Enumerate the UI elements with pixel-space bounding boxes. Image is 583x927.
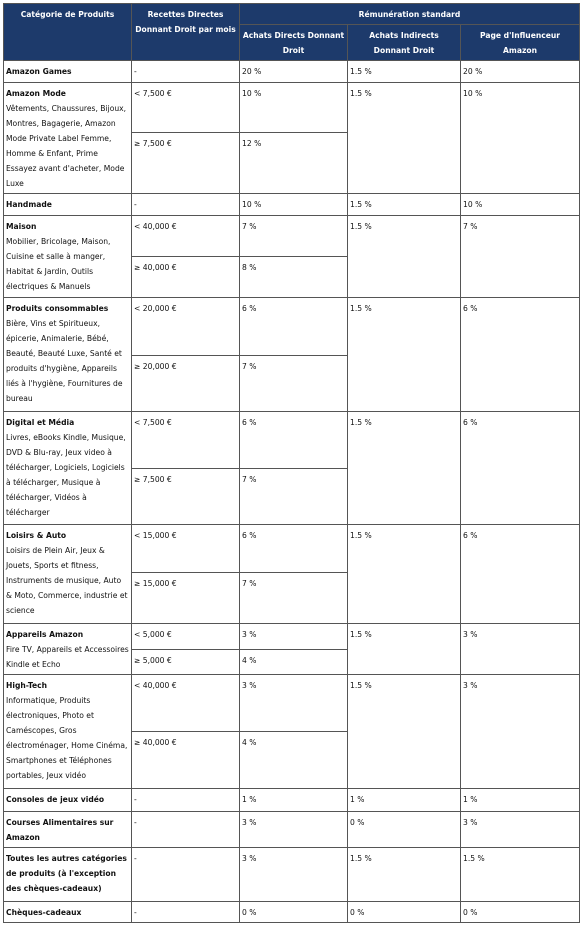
indirect-rate: 0 % xyxy=(348,902,461,923)
revenue-threshold: < 40,000 € xyxy=(132,216,240,257)
direct-rate: 20 % xyxy=(240,61,348,83)
revenue-threshold: ≥ 5,000 € xyxy=(132,649,240,675)
revenue-threshold: < 5,000 € xyxy=(132,624,240,650)
category-description: Bière, Vins et Spiritueux, épicerie, Animalerie, Bébé, Beauté, Beauté Luxe, Santé et produits d'hygiène, Appareils liés à l'hygiène, Fournitures de bureau xyxy=(6,319,123,403)
table-row xyxy=(4,412,580,469)
indirect-rate: 1.5 % xyxy=(348,298,461,412)
revenue-threshold: < 15,000 € xyxy=(132,525,240,573)
category-name: Courses Alimentaires sur Amazon xyxy=(6,818,114,842)
direct-rate: 7 % xyxy=(240,216,348,257)
indirect-rate: 1.5 % xyxy=(348,194,461,216)
revenue-threshold: < 7,500 € xyxy=(132,412,240,469)
influencer-rate: 10 % xyxy=(461,194,580,216)
indirect-rate: 1.5 % xyxy=(348,848,461,902)
influencer-rate: 20 % xyxy=(461,61,580,83)
revenue-threshold: ≥ 15,000 € xyxy=(132,573,240,624)
category-cell xyxy=(4,624,132,675)
category-cell xyxy=(4,848,132,902)
revenue-threshold: - xyxy=(132,902,240,923)
direct-rate: 3 % xyxy=(240,848,348,902)
category-name: Amazon Games xyxy=(6,67,72,76)
direct-rate: 7 % xyxy=(240,469,348,525)
revenue-threshold: ≥ 40,000 € xyxy=(132,257,240,298)
category-description: Vêtements, Chaussures, Bijoux, Montres, Bagagerie, Amazon Mode Private Label Femme, Homme & Enfant, Prime Essayez avant d'acheter, Mode Luxe xyxy=(6,104,127,188)
direct-rate: 10 % xyxy=(240,194,348,216)
category-name: Amazon Mode xyxy=(6,89,66,98)
table-row xyxy=(4,789,580,812)
category-description: Mobilier, Bricolage, Maison, Cuisine et salle à manger, Habitat & Jardin, Outils électriques & Manuels xyxy=(6,237,111,291)
table-row xyxy=(4,194,580,216)
table-row xyxy=(4,624,580,650)
table-row xyxy=(4,61,580,83)
table-row xyxy=(4,812,580,848)
category-description: Fire TV, Appareils et Accessoires Kindle et Echo xyxy=(6,645,129,669)
category-cell xyxy=(4,216,132,298)
category-cell xyxy=(4,675,132,789)
revenue-threshold: - xyxy=(132,812,240,848)
influencer-rate: 6 % xyxy=(461,412,580,525)
table-row xyxy=(4,298,580,356)
category-cell xyxy=(4,194,132,216)
category-description: Livres, eBooks Kindle, Musique, DVD & Blu-ray, Jeux video à télécharger, Logiciels, Logiciels à télécharger, Musique à télécharger, Vidéos à télécharger xyxy=(6,433,126,517)
direct-rate: 6 % xyxy=(240,525,348,573)
direct-rate: 0 % xyxy=(240,902,348,923)
category-cell xyxy=(4,83,132,194)
revenue-threshold: < 20,000 € xyxy=(132,298,240,356)
category-cell xyxy=(4,902,132,923)
commission-table xyxy=(3,3,580,923)
table-row xyxy=(4,525,580,573)
revenue-threshold: - xyxy=(132,194,240,216)
revenue-threshold: < 40,000 € xyxy=(132,675,240,732)
indirect-rate: 1.5 % xyxy=(348,61,461,83)
commission-table-container xyxy=(3,3,580,923)
header-revenue: Recettes Directes Donnant Droit par mois xyxy=(132,4,240,61)
table-row xyxy=(4,216,580,257)
influencer-rate: 1 % xyxy=(461,789,580,812)
table-header xyxy=(4,4,580,61)
table-row xyxy=(4,83,580,133)
influencer-rate: 7 % xyxy=(461,216,580,298)
influencer-rate: 0 % xyxy=(461,902,580,923)
category-name: Produits consommables xyxy=(6,304,109,313)
indirect-rate: 1.5 % xyxy=(348,83,461,194)
direct-rate: 6 % xyxy=(240,412,348,469)
revenue-threshold: ≥ 20,000 € xyxy=(132,356,240,412)
category-name: Toutes les autres catégories de produits (à l'exception des chèques-cadeaux) xyxy=(6,854,127,893)
category-cell xyxy=(4,412,132,525)
header-category: Catégorie de Produits xyxy=(4,4,132,61)
category-cell xyxy=(4,525,132,624)
revenue-threshold: ≥ 7,500 € xyxy=(132,133,240,194)
header-standard-remuneration: Rémunération standard xyxy=(240,4,580,25)
category-cell xyxy=(4,789,132,812)
category-name: Maison xyxy=(6,222,37,231)
revenue-threshold: - xyxy=(132,61,240,83)
direct-rate: 7 % xyxy=(240,573,348,624)
direct-rate: 12 % xyxy=(240,133,348,194)
category-description: Informatique, Produits électroniques, Photo et Caméscopes, Gros électroménager, Home Cinéma, Smartphones et Téléphones portables, Jeux vidéo xyxy=(6,696,128,780)
direct-rate: 4 % xyxy=(240,649,348,675)
category-name: Loisirs & Auto xyxy=(6,531,67,540)
category-cell xyxy=(4,812,132,848)
category-name: Appareils Amazon xyxy=(6,630,84,639)
revenue-threshold: ≥ 40,000 € xyxy=(132,732,240,789)
revenue-threshold: - xyxy=(132,789,240,812)
direct-rate: 1 % xyxy=(240,789,348,812)
header-direct-purchases: Achats Directs Donnant Droit xyxy=(240,25,348,61)
category-name: High-Tech xyxy=(6,681,48,690)
revenue-threshold: - xyxy=(132,848,240,902)
direct-rate: 7 % xyxy=(240,356,348,412)
category-name: Consoles de jeux vidéo xyxy=(6,795,105,804)
influencer-rate: 1.5 % xyxy=(461,848,580,902)
header-influencer-page: Page d'Influenceur Amazon xyxy=(461,25,580,61)
table-row xyxy=(4,675,580,732)
indirect-rate: 1.5 % xyxy=(348,675,461,789)
direct-rate: 4 % xyxy=(240,732,348,789)
revenue-threshold: < 7,500 € xyxy=(132,83,240,133)
indirect-rate: 1.5 % xyxy=(348,412,461,525)
indirect-rate: 1.5 % xyxy=(348,216,461,298)
direct-rate: 10 % xyxy=(240,83,348,133)
category-name: Handmade xyxy=(6,200,52,209)
category-cell xyxy=(4,298,132,412)
influencer-rate: 6 % xyxy=(461,525,580,624)
table-row xyxy=(4,848,580,902)
direct-rate: 8 % xyxy=(240,257,348,298)
category-name: Digital et Média xyxy=(6,418,75,427)
revenue-threshold: ≥ 7,500 € xyxy=(132,469,240,525)
direct-rate: 3 % xyxy=(240,675,348,732)
direct-rate: 6 % xyxy=(240,298,348,356)
table-row xyxy=(4,902,580,923)
indirect-rate: 1 % xyxy=(348,789,461,812)
direct-rate: 3 % xyxy=(240,624,348,650)
indirect-rate: 0 % xyxy=(348,812,461,848)
category-description: Loisirs de Plein Air, Jeux & Jouets, Sports et fitness, Instruments de musique, Auto & Moto, Commerce, industrie et science xyxy=(6,546,128,615)
influencer-rate: 10 % xyxy=(461,83,580,194)
indirect-rate: 1.5 % xyxy=(348,624,461,675)
category-name: Chèques-cadeaux xyxy=(6,908,82,917)
indirect-rate: 1.5 % xyxy=(348,525,461,624)
influencer-rate: 3 % xyxy=(461,624,580,675)
header-indirect-purchases: Achats Indirects Donnant Droit xyxy=(348,25,461,61)
influencer-rate: 3 % xyxy=(461,812,580,848)
influencer-rate: 3 % xyxy=(461,675,580,789)
direct-rate: 3 % xyxy=(240,812,348,848)
table-body xyxy=(4,61,580,923)
influencer-rate: 6 % xyxy=(461,298,580,412)
category-cell xyxy=(4,61,132,83)
